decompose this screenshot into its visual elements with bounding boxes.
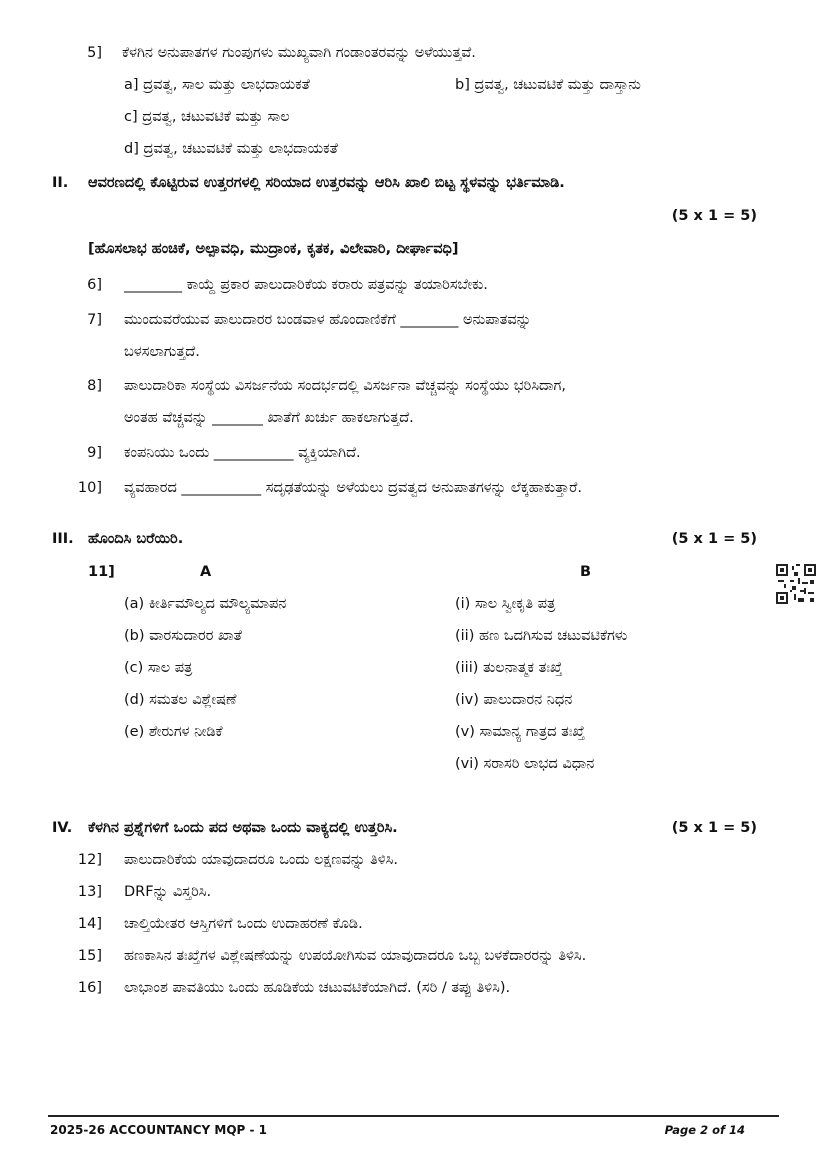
question-15-text: ಹಣಕಾಸಿನ ತಃಖ್ತೆಗಳ ವಿಶ್ಲೇಷಣೆಯನ್ನು ಉಪಯೋಗಿಸುವ ಯಾವುದಾದರೂ ಒಬ್ಬ ಬಳಕೆದಾರರನ್ನು ತಿಳಿಸಿ.: [124, 948, 587, 964]
section-4-heading: ಕೆಳಗಿನ ಪ್ರಶ್ನೆಗಳಿಗೆ ಒಂದು ಪದ ಅಥವಾ ಒಂದು ವಾಕ್ಯದಲ್ಲಿ ಉತ್ತರಿಸಿ.: [88, 820, 398, 836]
match-right-item: (iv) ಪಾಲುದಾರನ ನಿಧನ: [455, 692, 573, 708]
question-16-text: ಲಾಭಾಂಶ ಪಾವತಿಯು ಒಂದು ಹೂಡಿಕೆಯ ಚಟುವಟಿಕೆಯಾಗಿದೆ. (ಸರಿ / ತಪ್ಪು ತಿಳಿಸಿ).: [124, 980, 511, 996]
question-7-text-line2: ಬಳಸಲಾಗುತ್ತದೆ.: [124, 344, 200, 360]
section-2-word-options: [ಹೊಸಲಾಭ ಹಂಚಿಕೆ, ಅಲ್ಪಾವಧಿ, ಮುದ್ರಾಂಕ, ಕೃತಕ, ವಿಲೇವಾರಿ, ದೀರ್ಘಾವಧಿ]: [88, 241, 459, 257]
question-8-text-line1: ಪಾಲುದಾರಿಕಾ ಸಂಸ್ಥೆಯ ವಿಸರ್ಜನೆಯ ಸಂದರ್ಭದಲ್ಲಿ ವಿಸರ್ಜನಾ ವೆಚ್ಚವನ್ನು ಸಂಸ್ಥೆಯು ಭರಿಸಿದಾಗ,: [124, 378, 566, 394]
match-left-item: (a) ಕೀರ್ತಿಮೌಲ್ಯದ ಮೌಲ್ಯಮಾಪನ: [124, 596, 287, 612]
match-left-item: (e) ಶೇರುಗಳ ನೀಡಿಕೆ: [124, 724, 223, 740]
section-3-heading: ಹೊಂದಿಸಿ ಬರೆಯಿರಿ.: [88, 531, 184, 547]
question-7-number: 7]: [87, 312, 102, 328]
question-9-number: 9]: [87, 445, 102, 461]
footer-paper-title: 2025-26 ACCOUNTANCY MQP - 1: [50, 1123, 268, 1137]
question-13-number: 13]: [77, 884, 102, 900]
question-5-option-d: d] ದ್ರವತ್ವ, ಚಟುವಟಿಕೆ ಮತ್ತು ಲಾಭದಾಯಕತೆ: [124, 141, 338, 157]
match-right-item: (v) ಸಾಮಾನ್ಯ ಗಾತ್ರದ ತಃಖ್ತೆ: [455, 724, 585, 740]
question-11-number: 11]: [88, 564, 115, 580]
match-right-item: (vi) ಸರಾಸರಿ ಲಾಭದ ವಿಧಾನ: [455, 756, 595, 772]
footer-divider: [48, 1115, 779, 1117]
section-2-marks: (5 x 1 = 5): [671, 208, 757, 224]
match-right-item: (iii) ತುಲನಾತ್ಮಕ ತಃಖ್ತೆ: [455, 660, 563, 676]
column-b-header: B: [580, 564, 592, 580]
question-8-text-line2: ಅಂತಹ ವೆಚ್ಚವನ್ನು _______ ಖಾತೆಗೆ ಖರ್ಚು ಹಾಕಲಾಗುತ್ತದೆ.: [124, 410, 414, 426]
question-5-text: ಕೆಳಗಿನ ಅನುಪಾತಗಳ ಗುಂಪುಗಳು ಮುಖ್ಯವಾಗಿ ಗಂಡಾಂತರವನ್ನು ಅಳೆಯುತ್ತವೆ.: [122, 45, 476, 61]
footer-page-number: Page 2 of 14: [664, 1123, 745, 1137]
question-10-number: 10]: [77, 480, 102, 496]
section-4-number: IV.: [52, 820, 73, 836]
question-10-text: ವ್ಯವಹಾರದ ___________ ಸದೃಢತೆಯನ್ನು ಅಳೆಯಲು ದ್ರವತ್ವದ ಅನುಪಾತಗಳನ್ನು ಲೆಕ್ಕಹಾಕುತ್ತಾರೆ.: [124, 480, 582, 496]
match-left-item: (c) ಸಾಲ ಪತ್ರ: [124, 660, 193, 676]
question-6-number: 6]: [87, 277, 102, 293]
qr-code-icon: [776, 564, 816, 604]
match-right-item: (ii) ಹಣ ಒದಗಿಸುವ ಚಟುವಟಿಕೆಗಳು: [455, 628, 628, 644]
section-2-heading: ಆವರಣದಲ್ಲಿ ಕೊಟ್ಟಿರುವ ಉತ್ತರಗಳಲ್ಲಿ ಸರಿಯಾದ ಉತ್ತರವನ್ನು ಆರಿಸಿ ಖಾಲಿ ಬಿಟ್ಟ ಸ್ಥಳವನ್ನು ಭರ್ತಿಮಾಡಿ.: [88, 175, 565, 191]
question-5-option-c: c] ದ್ರವತ್ವ, ಚಟುವಟಿಕೆ ಮತ್ತು ಸಾಲ: [124, 109, 290, 125]
column-a-header: A: [200, 564, 212, 580]
question-14-number: 14]: [77, 916, 102, 932]
question-16-number: 16]: [77, 980, 102, 996]
question-8-number: 8]: [87, 378, 102, 394]
match-left-item: (b) ವಾರಸುದಾರರ ಖಾತೆ: [124, 628, 242, 644]
question-9-text: ಕಂಪನಿಯು ಒಂದು ___________ ವ್ಯಕ್ತಿಯಾಗಿದೆ.: [124, 445, 361, 461]
question-13-text: DRFನ್ನು ವಿಸ್ತರಿಸಿ.: [124, 884, 212, 900]
match-right-item: (i) ಸಾಲ ಸ್ವೀಕೃತಿ ಪತ್ರ: [455, 596, 556, 612]
question-6-text: ________ ಕಾಯ್ದೆ ಪ್ರಕಾರ ಪಾಲುದಾರಿಕೆಯ ಕರಾರು ಪತ್ರವನ್ನು ತಯಾರಿಸಬೇಕು.: [124, 277, 488, 293]
question-5-option-a: a] ದ್ರವತ್ವ, ಸಾಲ ಮತ್ತು ಲಾಭದಾಯಕತೆ: [124, 77, 310, 93]
section-3-number: III.: [52, 531, 74, 547]
section-2-number: II.: [52, 175, 69, 191]
match-left-item: (d) ಸಮತಲ ವಿಶ್ಲೇಷಣೆ: [124, 692, 237, 708]
question-12-number: 12]: [77, 852, 102, 868]
question-5-option-b: b] ದ್ರವತ್ವ, ಚಟುವಟಿಕೆ ಮತ್ತು ದಾಸ್ತಾನು: [455, 77, 641, 93]
section-3-marks: (5 x 1 = 5): [671, 531, 757, 547]
question-7-text-line1: ಮುಂದುವರೆಯುವ ಪಾಲುದಾರರ ಬಂಡವಾಳ ಹೊಂದಾಣಿಕೆಗೆ ________ ಅನುಪಾತವನ್ನು: [124, 312, 532, 328]
section-4-marks: (5 x 1 = 5): [671, 820, 757, 836]
question-14-text: ಚಾಲ್ತಿಯೇತರ ಆಸ್ತಿಗಳಿಗೆ ಒಂದು ಉದಾಹರಣೆ ಕೊಡಿ.: [124, 916, 363, 932]
question-12-text: ಪಾಲುದಾರಿಕೆಯ ಯಾವುದಾದರೂ ಒಂದು ಲಕ್ಷಣವನ್ನು ತಿಳಿಸಿ.: [124, 852, 398, 868]
question-15-number: 15]: [77, 948, 102, 964]
question-5-number: 5]: [87, 45, 102, 61]
